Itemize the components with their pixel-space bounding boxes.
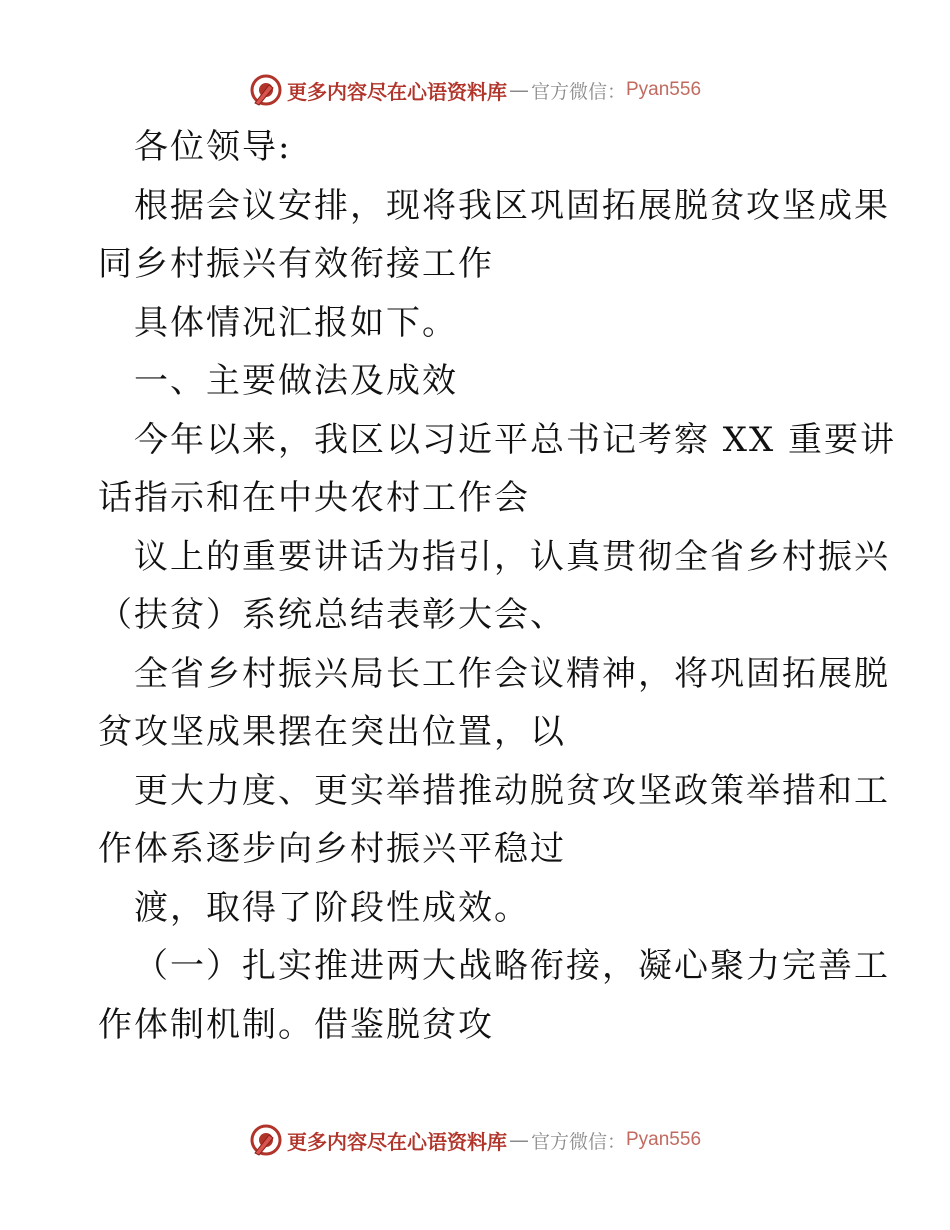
watermark-main-text: 更多内容尽在心语资料库	[286, 1129, 507, 1154]
paragraph-line: 作体制机制。借鉴脱贫攻	[98, 1005, 494, 1045]
subsection-heading: （一）扎实推进两大战略衔接，凝心聚力完善工	[134, 946, 890, 986]
pen-logo-icon	[249, 1123, 283, 1157]
header-watermark	[0, 70, 950, 110]
watermark-id: Pyan556	[626, 1129, 702, 1150]
footer-watermark	[0, 1120, 950, 1160]
paragraph-line: 全省乡村振兴局长工作会议精神，将巩固拓展脱	[134, 654, 890, 694]
watermark-dash: —	[508, 78, 529, 102]
watermark-sub-text: 官方微信：	[530, 80, 626, 103]
salutation: 各位领导:	[134, 127, 292, 167]
watermark-main-text: 更多内容尽在心语资料库	[286, 79, 507, 104]
paragraph-line: 贫攻坚成果摆在突出位置，以	[98, 712, 566, 752]
paragraph-line: 话指示和在中央农村工作会	[98, 478, 530, 518]
watermark-sub-text: 官方微信：	[530, 1130, 626, 1153]
pen-logo-icon	[249, 73, 283, 107]
paragraph-line: 同乡村振兴有效衔接工作	[98, 244, 494, 284]
paragraph-line: 根据会议安排，现将我区巩固拓展脱贫攻坚成果	[134, 186, 890, 226]
section-heading: 一、主要做法及成效	[134, 361, 458, 401]
paragraph-line: （扶贫）系统总结表彰大会、	[98, 595, 566, 635]
paragraph-line: 议上的重要讲话为指引，认真贯彻全省乡村振兴	[134, 537, 890, 577]
paragraph-line: 具体情况汇报如下。	[134, 303, 458, 343]
paragraph-line: 渡，取得了阶段性成效。	[134, 888, 530, 928]
paragraph-line: 今年以来，我区以习近平总书记考察 XX 重要讲	[134, 420, 897, 460]
paragraph-line: 作体系逐步向乡村振兴平稳过	[98, 829, 566, 869]
watermark-dash: —	[508, 1128, 529, 1152]
paragraph-line: 更大力度、更实举措推动脱贫攻坚政策举措和工	[134, 771, 890, 811]
watermark-id: Pyan556	[626, 79, 702, 100]
